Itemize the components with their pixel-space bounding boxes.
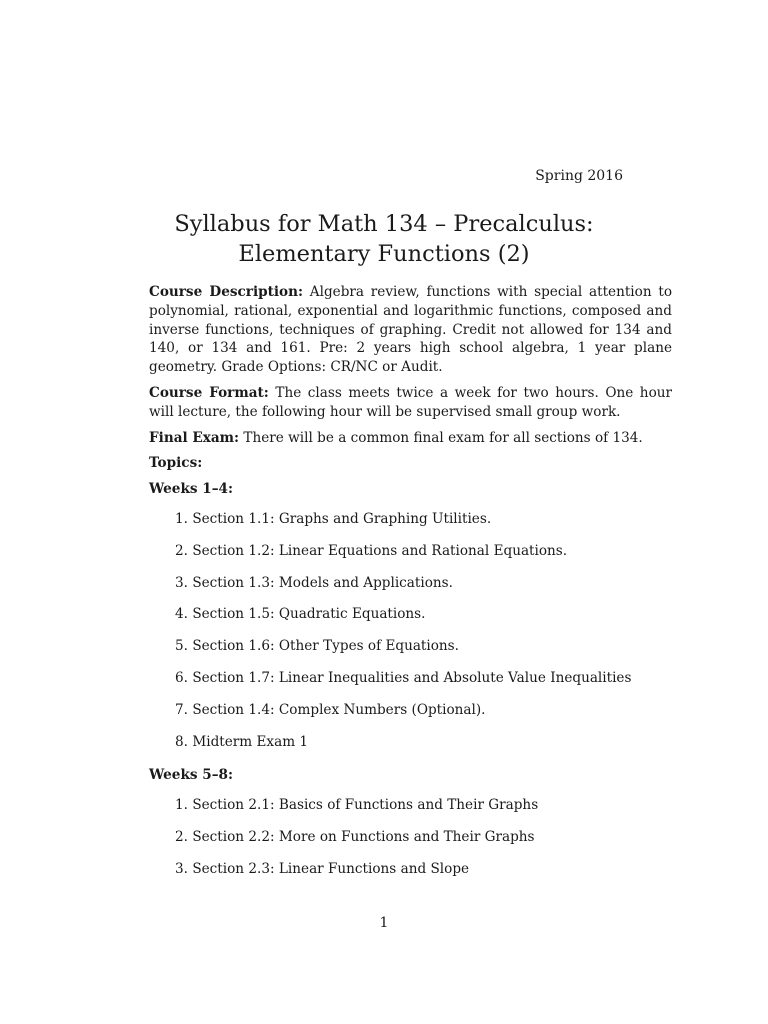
list-item-number: 6. (175, 669, 188, 686)
topics-heading: Topics: (149, 455, 203, 472)
list-item-number: 4. (175, 606, 188, 623)
course-description-text: Algebra review, functions with special attention to polynomial, rational, exponential and logarithmic functions, composed and inverse functions, techniques of graphing. Credit not allowed for 134 and 140, or 134 and 161. Pre: 2 years high school algebra, 1 year plane geometry. Grade Options: CR/NC or Audit. (149, 284, 672, 376)
page-title (0, 209, 768, 269)
weeks-1-4-list (149, 510, 672, 764)
course-format (149, 384, 672, 422)
list-item-text: Section 2.2: More on Functions and Their Graphs (192, 828, 535, 845)
final-exam (149, 429, 672, 448)
list-item-text: Section 1.1: Graphs and Graphing Utilities. (192, 510, 492, 527)
course-format-text: The class meets twice a week for two hours. One hour will lecture, the following hour will be supervised small group work. (149, 384, 673, 420)
list-item-text: Midterm Exam 1 (192, 733, 309, 750)
course-description-label: Course Description: (149, 284, 304, 300)
list-item (149, 637, 672, 669)
list-item (149, 701, 672, 733)
list-item-text: Section 2.3: Linear Functions and Slope (192, 860, 470, 877)
page-number: 1 (379, 915, 389, 931)
list-item (149, 510, 672, 542)
final-exam-label: Final Exam: (149, 429, 240, 446)
title-line-1: Syllabus for Math 134 – Precalculus: (174, 211, 594, 237)
course-format-label: Course Format: (149, 384, 269, 401)
weeks-1-4-heading: Weeks 1–4: (149, 481, 233, 498)
list-item-text: Section 1.2: Linear Equations and Rational Equations. (192, 542, 568, 559)
list-item-number: 1. (175, 510, 188, 527)
weeks-5-8-list (149, 796, 672, 891)
list-item-number: 3. (175, 860, 188, 877)
list-item-text: Section 1.4: Complex Numbers (Optional). (192, 701, 486, 718)
list-item-number: 1. (175, 797, 188, 814)
title-line-2: Elementary Functions (2) (238, 241, 530, 267)
list-item-text: Section 2.1: Basics of Functions and Their Graphs (192, 797, 539, 814)
list-item (149, 796, 672, 828)
list-item (149, 860, 672, 892)
list-item (149, 669, 672, 701)
list-item-number: 5. (175, 638, 188, 655)
list-item-text: Section 1.6: Other Types of Equations. (192, 638, 459, 655)
weeks-5-8-heading: Weeks 5–8: (149, 767, 233, 784)
syllabus-body (149, 283, 672, 892)
semester-label: Spring 2016 (535, 168, 623, 184)
list-item (149, 574, 672, 606)
list-item-text: Section 1.7: Linear Inequalities and Absolute Value Inequalities (192, 669, 632, 686)
list-item (149, 733, 672, 765)
list-item-number: 2. (175, 828, 188, 845)
list-item-number: 2. (175, 542, 188, 559)
course-description (149, 283, 672, 377)
list-item (149, 605, 672, 637)
list-item-number: 8. (175, 733, 188, 750)
list-item-number: 3. (175, 574, 188, 591)
list-item (149, 542, 672, 574)
list-item-text: Section 1.3: Models and Applications. (192, 574, 453, 591)
list-item (149, 828, 672, 860)
final-exam-text: There will be a common final exam for all sections of 134. (243, 429, 643, 446)
list-item-text: Section 1.5: Quadratic Equations. (192, 606, 426, 623)
list-item-number: 7. (175, 701, 188, 718)
